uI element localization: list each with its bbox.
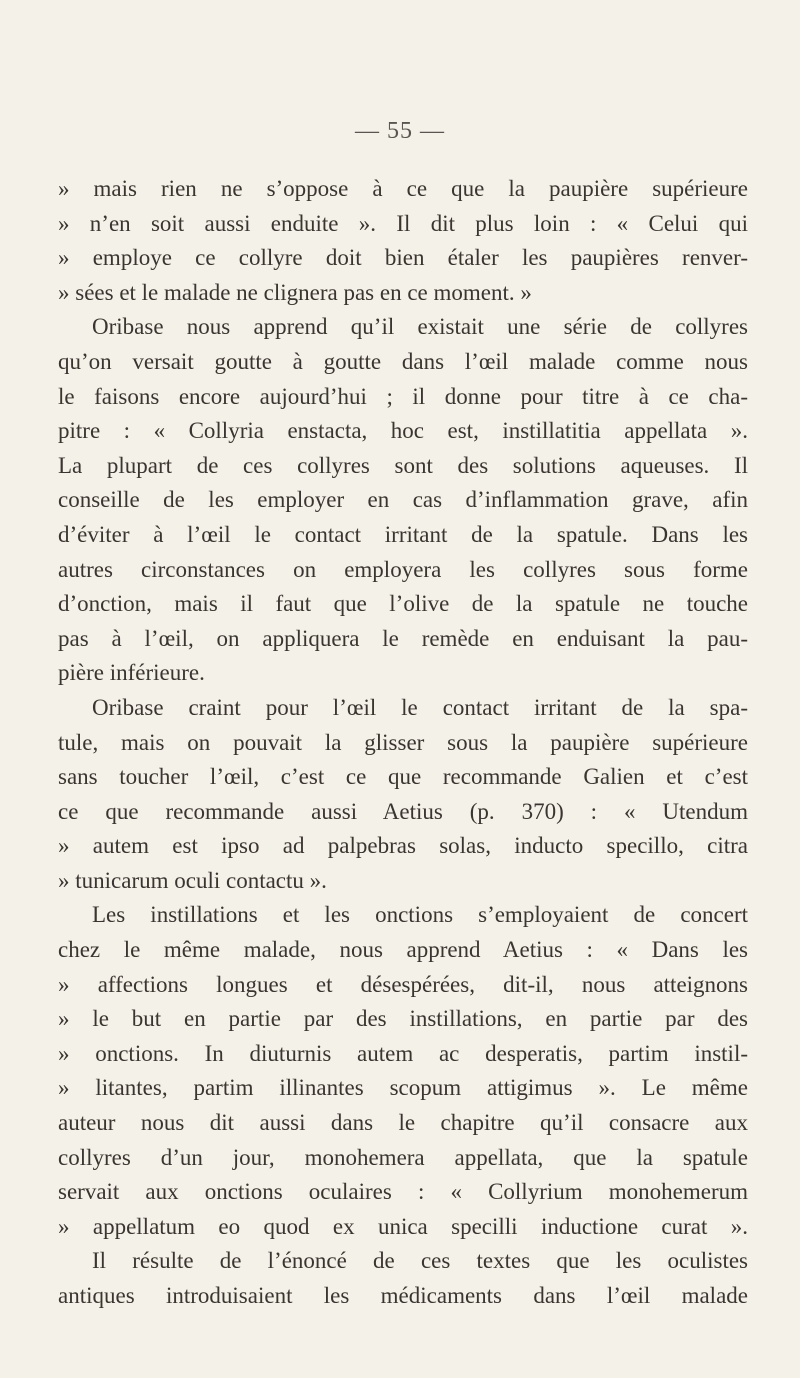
text-line: » autem est ipso ad palpebras solas, inducto specillo, citra: [58, 833, 748, 859]
text-line: » onctions. In diuturnis autem ac desperatis, partim instil-: [58, 1040, 748, 1066]
text-line: pière inférieure.: [58, 660, 205, 686]
text-line: Les instillations et les onctions s’employaient de concert: [92, 902, 748, 928]
text-line: chez le même malade, nous apprend Aetius : « Dans les: [58, 937, 748, 963]
text-line: » sées et le malade ne clignera pas en ce moment. »: [58, 279, 532, 305]
text-line: d’éviter à l’œil le contact irritant de la spatule. Dans les: [58, 521, 748, 547]
text-line: ce que recommande aussi Aetius (p. 370) : « Utendum: [58, 798, 748, 824]
text-line: La plupart de ces collyres sont des solutions aqueuses. Il: [58, 452, 748, 478]
text-line: autres circonstances on employera les collyres sous forme: [58, 556, 748, 582]
text-line: sans toucher l’œil, c’est ce que recommande Galien et c’est: [58, 764, 748, 790]
text-line: antiques introduisaient les médicaments dans l’œil malade: [58, 1283, 748, 1308]
text-line: » appellatum eo quod ex unica specilli inductione curat ».: [58, 1213, 748, 1239]
text-line: Oribase nous apprend qu’il existait une série de collyres: [92, 314, 748, 340]
page-number: — 55 —: [355, 118, 445, 144]
text-line: » n’en soit aussi enduite ». Il dit plus loin : « Celui qui: [58, 210, 748, 236]
text-line: conseille de les employer en cas d’inflammation grave, afin: [58, 487, 748, 513]
text-line: Il résulte de l’énoncé de ces textes que les oculistes: [92, 1248, 748, 1274]
text-line: pitre : « Collyria enstacta, hoc est, instillatitia appellata ».: [58, 418, 748, 444]
text-line: Oribase craint pour l’œil le contact irritant de la spa-: [92, 694, 748, 720]
body-text: [58, 172, 748, 1314]
text-line: le faisons encore aujourd’hui ; il donne pour titre à ce cha-: [58, 383, 748, 409]
text-line: » le but en partie par des instillations, en partie par des: [58, 1006, 748, 1032]
text-line: d’onction, mais il faut que l’olive de la spatule ne touche: [58, 591, 748, 617]
text-line: » affections longues et désespérées, dit-il, nous atteignons: [58, 971, 748, 997]
text-line: tule, mais on pouvait la glisser sous la paupière supérieure: [58, 729, 748, 755]
text-line: » employe ce collyre doit bien étaler les paupières renver-: [58, 245, 748, 271]
text-line: auteur nous dit aussi dans le chapitre qu’il consacre aux: [58, 1110, 748, 1136]
text-line: » tunicarum oculi contactu ».: [58, 867, 327, 893]
text-line: servait aux onctions oculaires : « Collyrium monohemerum: [58, 1179, 748, 1205]
text-line: qu’on versait goutte à goutte dans l’œil malade comme nous: [58, 348, 748, 374]
text-line: » litantes, partim illinantes scopum attigimus ». Le même: [58, 1075, 748, 1101]
text-line: pas à l’œil, on appliquera le remède en enduisant la pau-: [58, 625, 748, 651]
text-line: collyres d’un jour, monohemera appellata, que la spatule: [58, 1144, 748, 1170]
text-line: » mais rien ne s’oppose à ce que la paupière supérieure: [58, 176, 748, 201]
